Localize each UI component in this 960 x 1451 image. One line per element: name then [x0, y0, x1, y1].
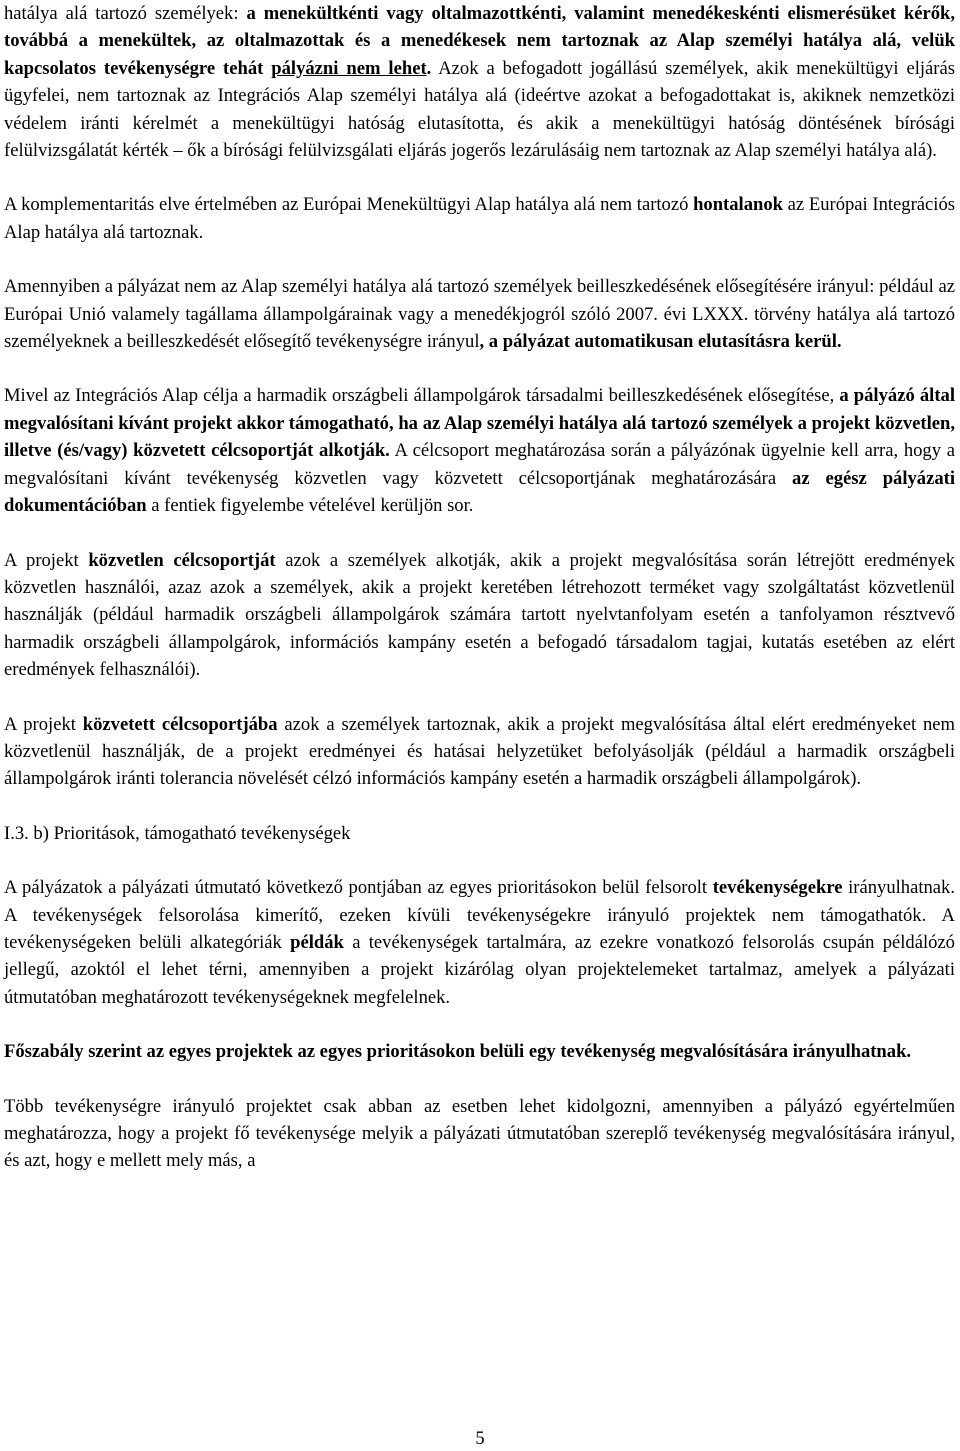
text-run: azok a személyek tartoznak, akik a projekt megvalósítása által elért eredményeket nem közvetlenül használják, de a projekt eredményei és hatásai helyzetüket befolyásolják (például a harmadik országbeli állampolgárok iránti tolerancia növelését célzó információs kampány esetén a harmadik országbeli állampolgárok). — [4, 713, 955, 790]
text-run: A pályázatok a pályázati útmutató következő pontjában az egyes prioritásokon belül felsorolt — [4, 877, 713, 899]
text-run: Főszabály szerint az egyes projektek az egyes prioritásokon belüli egy tevékenység megvalósítására irányulhatnak. — [4, 1041, 912, 1063]
text-run: hatálya alá tartozó személyek: — [4, 3, 247, 24]
paragraph-target-scope — [4, 0, 955, 164]
paragraph-gap — [4, 793, 955, 820]
text-run: I.3. b) Prioritások, támogatható tevékenységek — [4, 822, 351, 844]
paragraph-gap — [4, 355, 955, 382]
paragraph-gap — [4, 684, 955, 711]
text-run: az Európai Integrációs Alap hatálya alá tartoznak. — [4, 194, 955, 243]
text-run: a fentiek figyelembe vételével kerüljön sor. — [146, 495, 474, 517]
paragraph-gap — [4, 1011, 955, 1038]
text-run: példák — [290, 931, 344, 953]
paragraph-gap — [4, 1066, 955, 1093]
text-run: Amennyiben a pályázat nem az Alap személyi hatálya alá tartozó személyek beilleszkedésének elősegítésére irányul: például az Európai Unió valamely tagállama állampolgárainak vagy a menedékjogról szóló 2007. évi LXXX. törvény hatálya alá tartozó személyeknek a beilleszkedését elősegítő tevékenységre irányul — [4, 276, 955, 353]
paragraph-gap — [4, 246, 955, 273]
section-heading — [4, 820, 955, 847]
text-run: pályázni nem lehet — [271, 57, 427, 79]
text-run: A komplementaritás elve értelmében az Európai Menekültügyi Alap hatálya alá nem tartozó — [4, 194, 694, 216]
text-run: Azok a befogadott jogállású személyek, akik menekültügyi eljárás ügyfelei, nem tartoznak az Integrációs Alap személyi hatálya alá (ideértve azokat a befogadottakat is, akiknek nemzetközi védelem iránti kérelmét a menekültügyi hatóság elutasította, és akik a menekültügyi hatóság döntésének bírósági felülvizsgálatát kérték – ők a bírósági felülvizsgálati eljárás jogerős lezárulásáig nem tartoznak az Alap személyi hatálya alá). — [4, 57, 955, 162]
text-run: irányulhatnak. A tevékenységek felsorolása kimerítő, ezeken kívüli tevékenységekre irányuló projektek nem támogathatók. A tevékenységeken belüli alkategóriák — [4, 877, 955, 953]
paragraph-gap — [4, 520, 955, 547]
paragraph-multiple-activities — [4, 1093, 955, 1175]
paragraph-integration-goal — [4, 382, 955, 519]
paragraph-gap — [4, 164, 955, 191]
paragraph-main-rule — [4, 1038, 955, 1065]
text-run: hontalanok — [693, 194, 783, 216]
paragraph-gap — [4, 847, 955, 874]
text-run: tevékenységekre — [712, 877, 843, 899]
text-run: a pályázó által megvalósítani kívánt projekt akkor támogatható, ha az Alap személyi hatálya alá tartozó személyek a projekt közvetlen, illetve (és/vagy) közvetett célcsoportját alkotják. — [4, 385, 955, 462]
text-run: közvetlen célcsoportját — [88, 549, 276, 571]
text-run: Több tevékenységre irányuló projektet csak abban az esetben lehet kidolgozni, amennyiben a pályázó egyértelműen meghatározza, hogy a projekt fő tevékenysége melyik a pályázati útmutatóban szereplő tevékenység megvalósítására irányul, és azt, hogy e mellett mely más, a — [4, 1095, 955, 1172]
text-run: közvetett célcsoportjába — [82, 713, 278, 735]
text-run: az egész pályázati dokumentációban — [4, 467, 955, 517]
text-run: Mivel az Integrációs Alap célja a harmadik országbeli állampolgárok társadalmi beilleszkedésének elősegítése, — [4, 385, 840, 407]
document-page — [4, 0, 955, 1175]
page-number: 5 — [475, 1428, 485, 1449]
text-run: azok a személyek alkotják, akik a projekt megvalósítása során létrejött eredmények közvetlen használói, azaz azok a személyek, akik a projekt keretében létrehozott terméket vagy szolgáltatást közvetlenül használják (például harmadik országbeli állampolgárok számára tartott nyelvtanfolyam esetén a tanfolyamon résztvevő harmadik országbeli állampolgárok, információs kampány esetén a befogadó társadalom tagjai, kutatás esetében az elért eredmények felhasználói). — [4, 549, 956, 681]
text-run: a tevékenységek tartalmára, az ezekre vonatkozó felsorolás csupán példálózó jellegű, azoktól el lehet térni, amennyiben a projekt kizárólag olyan projektelemeket tartalmaz, amelyek a pályázati útmutatóban meghatározott tevékenységeknek megfelelnek. — [4, 931, 955, 1008]
text-run: , a pályázat automatikusan elutasításra kerül. — [479, 331, 842, 353]
text-run: a menekültkénti vagy oltalmazottkénti, valamint menedékeskénti elismerésüket kérők, továbbá a menekültek, az oltalmazottak és a menedékesek nem tartoznak az Alap személyi hatálya alá, velük kapcsolatos tevékenységre tehát — [4, 3, 955, 79]
paragraph-complementarity — [4, 191, 955, 246]
paragraph-activities — [4, 874, 955, 1011]
text-run: A projekt — [4, 713, 83, 735]
text-run: A projekt — [4, 549, 89, 571]
text-run: . — [426, 57, 432, 79]
text-run: A célcsoport meghatározása során a pályázónak ügyelnie kell arra, hogy a megvalósítani kívánt tevékenység közvetlen vagy közvetett célcsoportjának meghatározására — [4, 440, 955, 489]
paragraph-indirect-target-group — [4, 711, 955, 793]
paragraph-direct-target-group — [4, 547, 955, 684]
paragraph-rejection-rule — [4, 273, 955, 355]
